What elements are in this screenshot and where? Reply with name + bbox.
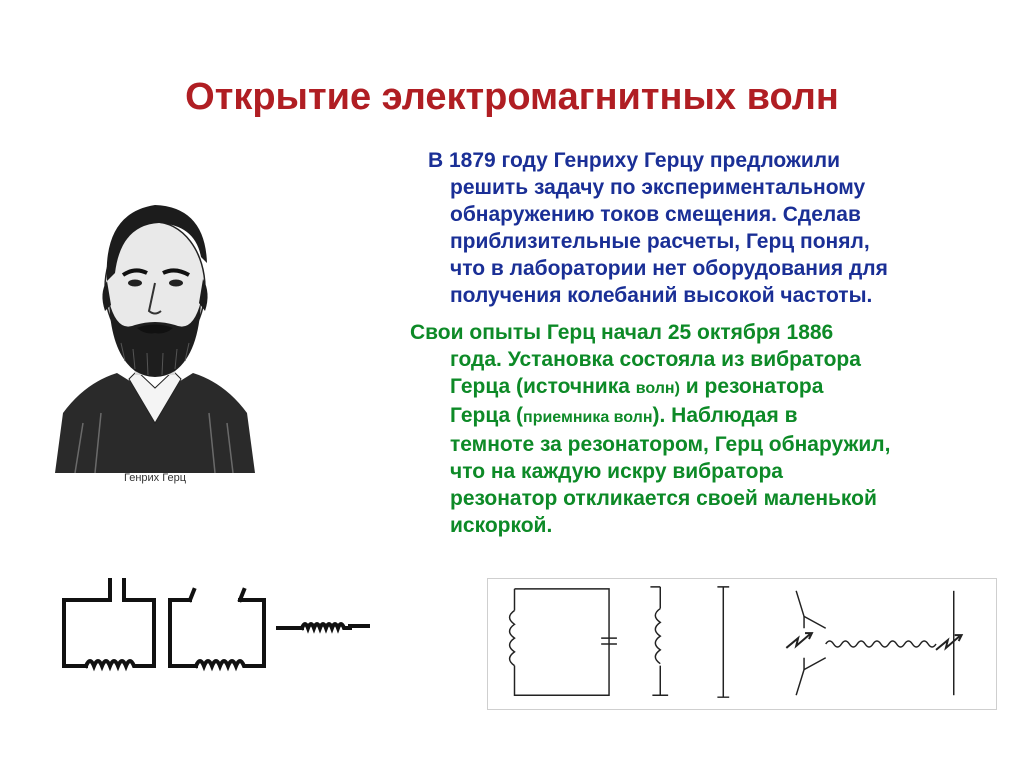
intro-paragraph bbox=[418, 147, 1003, 309]
hertz-portrait bbox=[55, 183, 255, 473]
experiments-line: что на каждую искру вибратора bbox=[450, 460, 783, 483]
oscillator-circuit-evolution-diagram bbox=[50, 570, 390, 680]
experiments-line: искоркой. bbox=[450, 514, 553, 537]
intro-line: обнаружению токов смещения. Сделав bbox=[450, 203, 861, 226]
intro-line: получения колебаний высокой частоты. bbox=[450, 284, 873, 307]
experiments-line: года. Установка состояла из вибратора bbox=[450, 348, 861, 371]
experiments-line: Герца (приемника волн). Наблюдая в bbox=[450, 404, 798, 427]
experiments-line: темноте за резонатором, Герц обнаружил, bbox=[450, 433, 891, 456]
experiments-line: Свои опыты Герц начал 25 октября 1886 bbox=[410, 321, 834, 344]
experiments-paragraph bbox=[410, 319, 1010, 539]
intro-line: приблизительные расчеты, Герц понял, bbox=[450, 230, 870, 253]
intro-line: В 1879 году Генриху Герцу предложили bbox=[428, 149, 841, 172]
vibrator-resonator-diagram bbox=[487, 578, 997, 710]
portrait-caption: Генрих Герц bbox=[124, 472, 186, 484]
page-title: Открытие электромагнитных волн bbox=[185, 76, 839, 118]
intro-line: решить задачу по экспериментальному bbox=[450, 176, 866, 199]
experiments-line: Герца (источника волн) и резонатора bbox=[450, 375, 824, 398]
experiments-line: резонатор откликается своей маленькой bbox=[450, 487, 877, 510]
intro-line: что в лаборатории нет оборудования для bbox=[450, 257, 888, 280]
